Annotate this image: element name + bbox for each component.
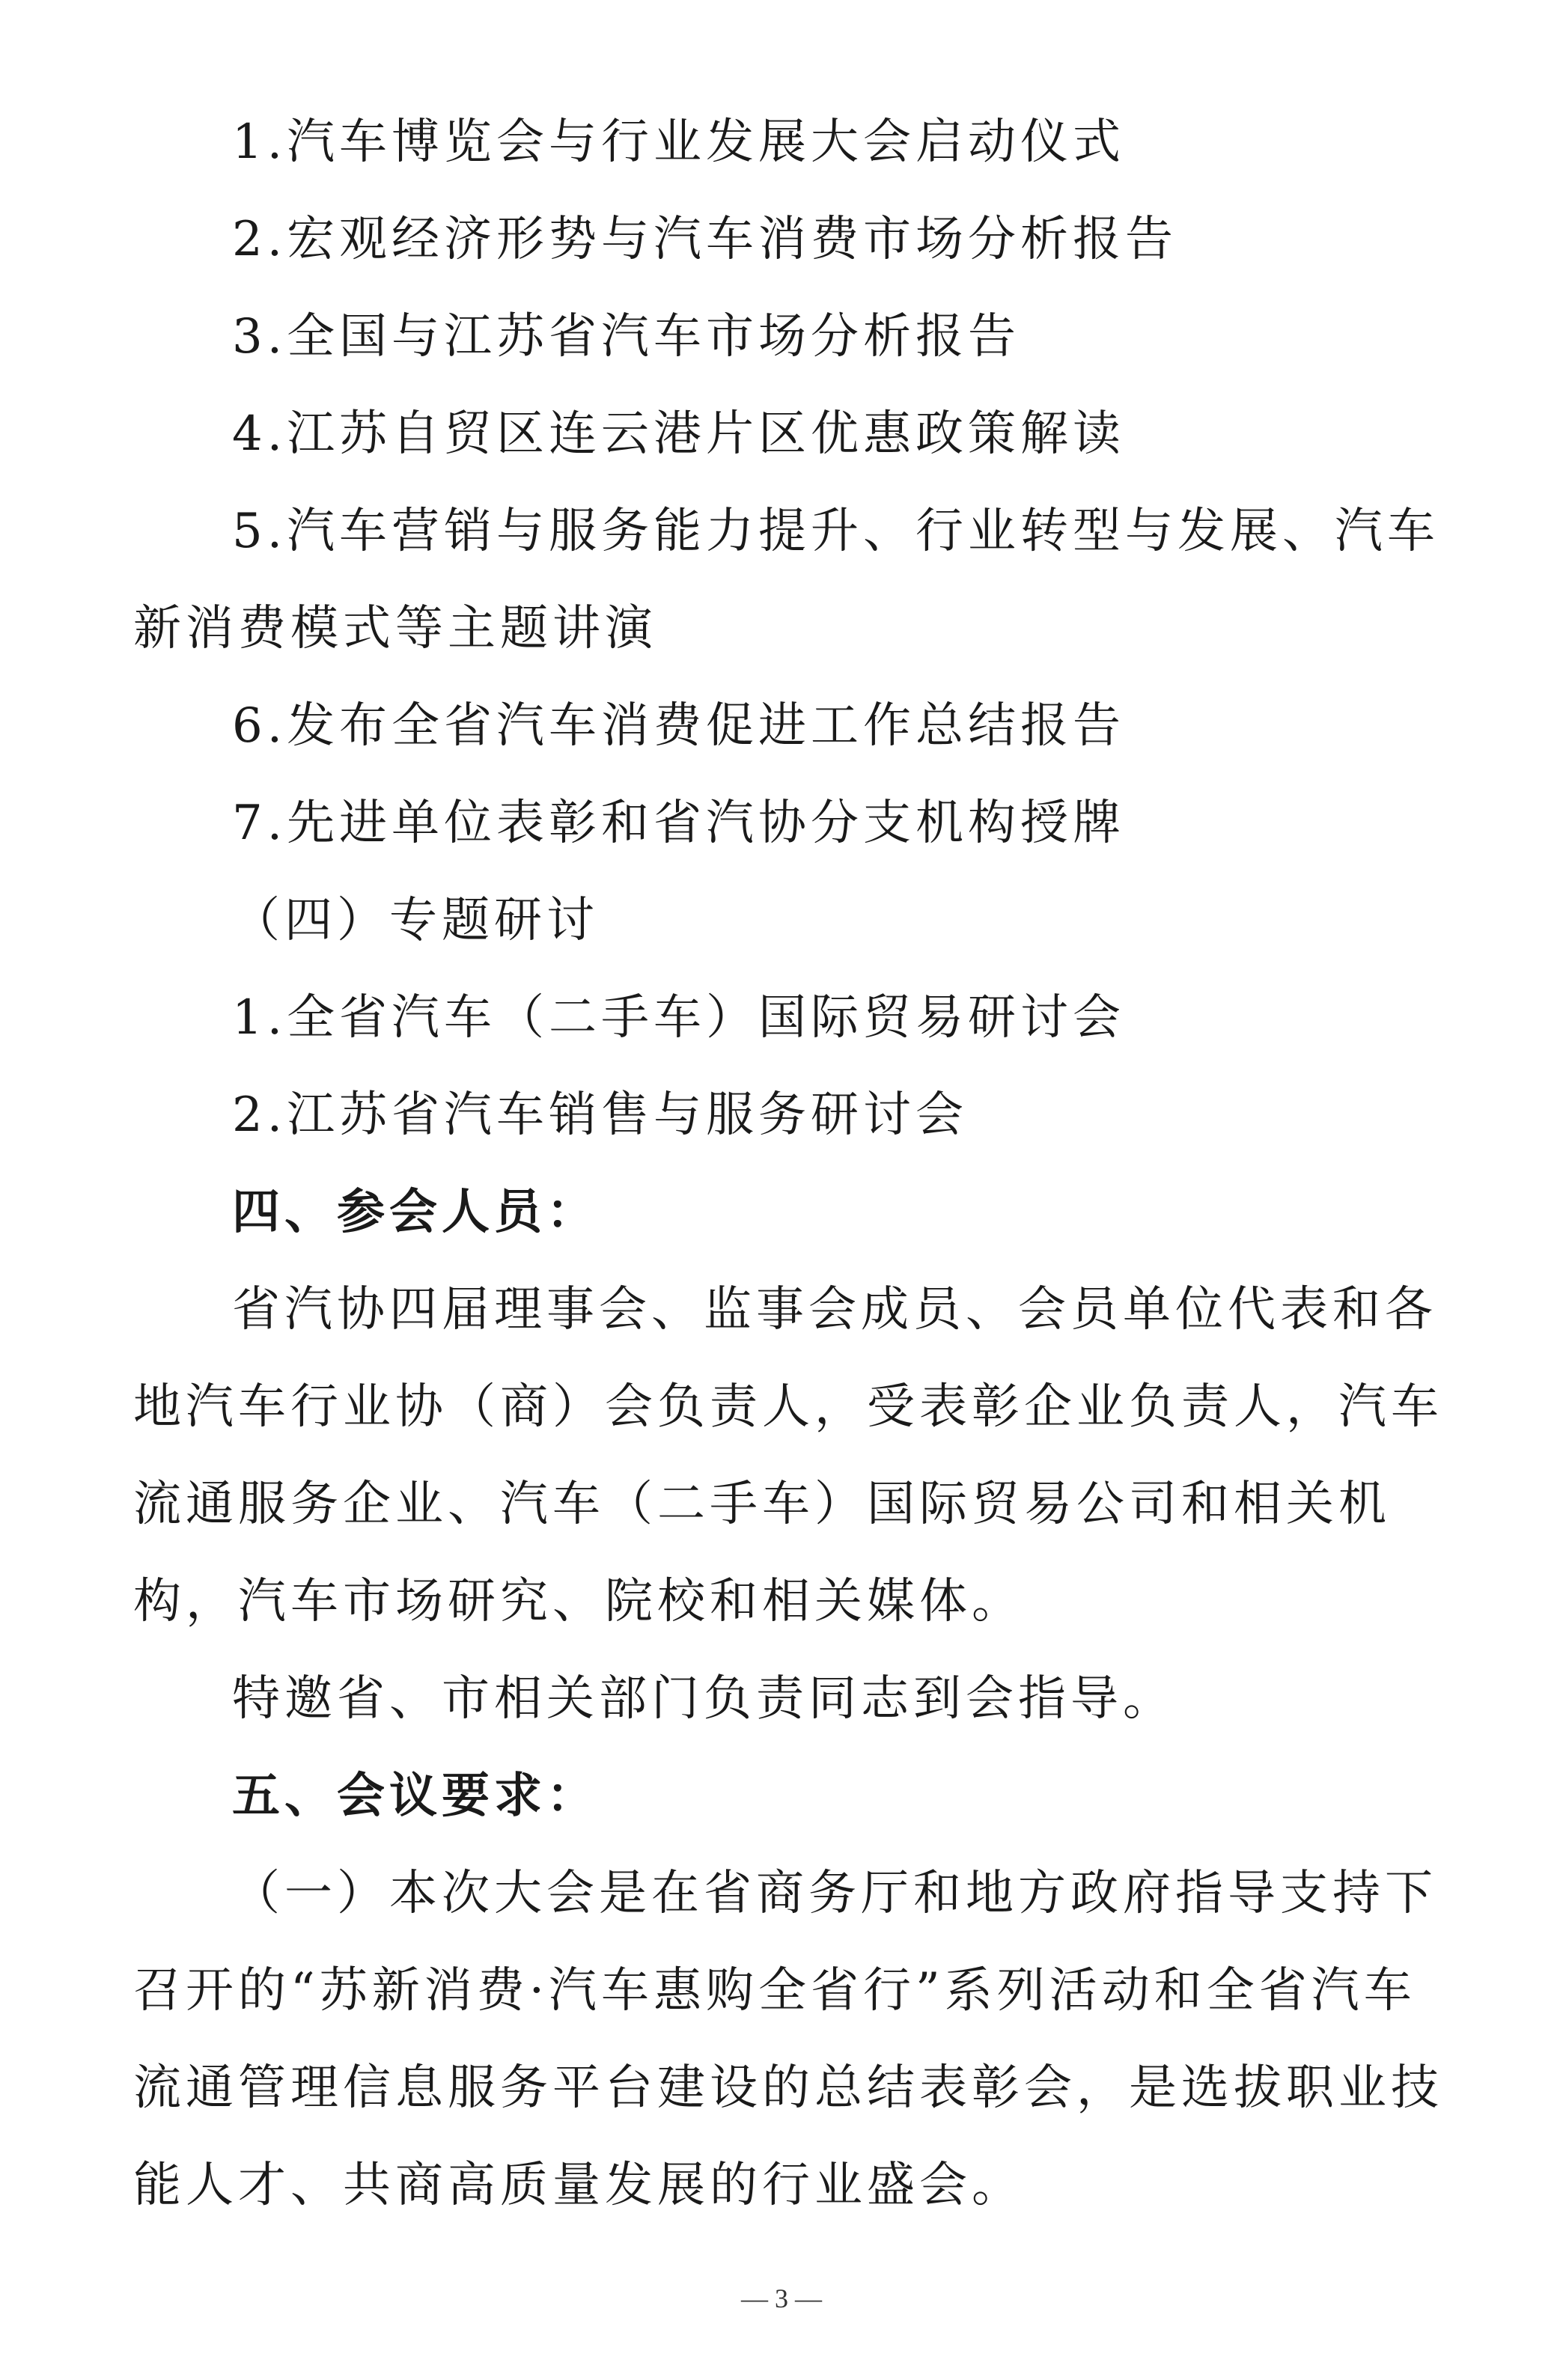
page-number: — 3 — (741, 2283, 822, 2313)
list-item-sales-seminar: 2.江苏省汽车销售与服务研讨会 (232, 1087, 969, 1143)
body-text (133, 94, 1451, 2234)
section-heading-seminars: （四）专题研讨 (232, 893, 599, 948)
paragraph-special-guests: 特邀省、市相关部门负责同志到会指导。 (232, 1671, 1175, 1727)
list-item-launch-ceremony: 1.汽车博览会与行业发展大会启动仪式 (232, 115, 1126, 170)
paragraph-requirement-1: （一）本次大会是在省商务厅和地方政府指导支持下召开的“苏新消费·汽车惠购全省行”系列活动和全省汽车流通管理信息服务平台建设的总结表彰会，是选拔职业技能人才、共商高质量发展的行业盛会。 (133, 1866, 1443, 2213)
section-heading-attendees: 四、参会人员： (232, 1184, 599, 1240)
list-item-policy-reading: 4.江苏自贸区连云港片区优惠政策解读 (232, 406, 1126, 462)
section-heading-requirements: 五、会议要求： (232, 1768, 599, 1824)
paragraph-attendees: 省汽协四届理事会、监事会成员、会员单位代表和各地汽车行业协（商）会负责人，受表彰企业负责人，汽车流通服务企业、汽车（二手车）国际贸易公司和相关机构，汽车市场研究、院校和相关媒体。 (133, 1282, 1443, 1629)
list-item-summary-report: 6.发布全省汽车消费促进工作总结报告 (232, 698, 1126, 754)
list-item-trade-seminar: 1.全省汽车（二手车）国际贸易研讨会 (232, 990, 1126, 1046)
list-item-awards: 7.先进单位表彰和省汽协分支机构授牌 (232, 796, 1126, 851)
list-item-theme-lectures: 5.汽车营销与服务能力提升、行业转型与发展、汽车新消费模式等主题讲演 (133, 504, 1440, 656)
list-item-market-report: 3.全国与江苏省汽车市场分析报告 (232, 309, 1021, 364)
list-item-macro-report: 2.宏观经济形势与汽车消费市场分析报告 (232, 212, 1178, 267)
